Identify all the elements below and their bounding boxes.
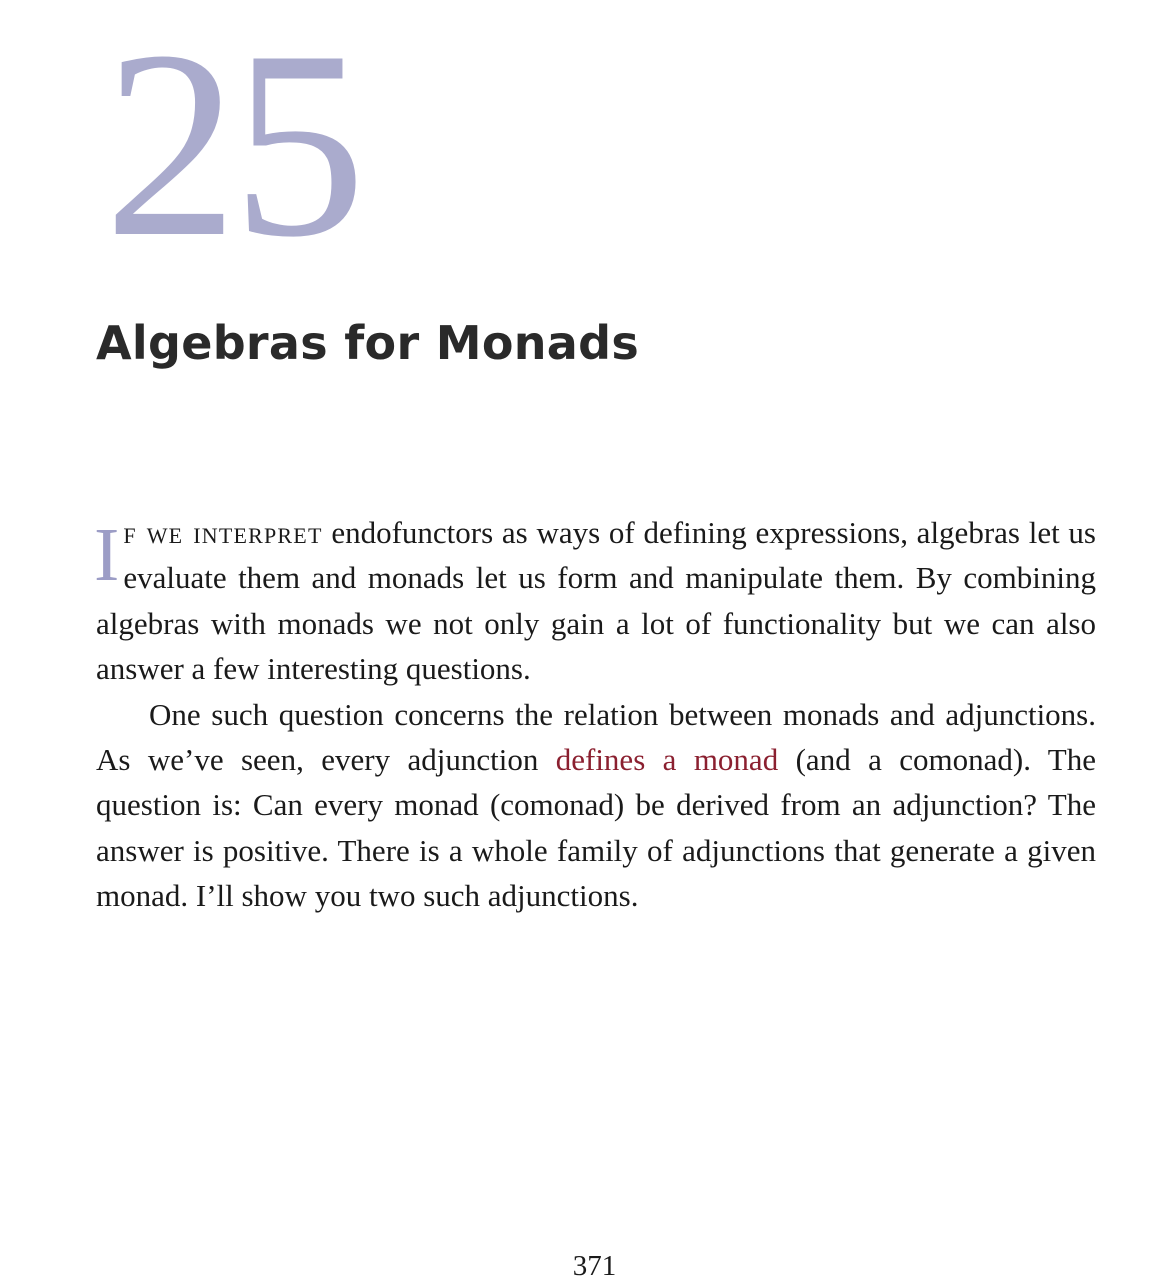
paragraph-2 (96, 692, 1096, 919)
paragraph-1 (96, 510, 1096, 692)
paragraph-2-before-link: One such question concerns the relation between monads and adjunctions. As we’ve seen, every adjunction (96, 696, 1096, 778)
smallcaps-lead: f we interpret (123, 515, 323, 550)
dropcap: I (94, 513, 120, 597)
chapter-title: Algebras for Monads (96, 316, 640, 370)
body-text (96, 510, 1096, 919)
paragraph-1-text: endofunctors as ways of defining expressions, algebras let us evaluate them and monads let us form and manipulate them. By combining algebras with monads we not only gain a lot of functionality but we can also answer a few interesting questions. (96, 515, 1096, 687)
page-number: 371 (572, 1250, 617, 1282)
defines-a-monad-link[interactable]: defines a monad (555, 742, 779, 778)
paragraph-2-after-link: (and a comonad). The question is: Can every monad (comonad) be derived from an adjunction? The answer is positive. There is a whole family of adjunctions that generate a given monad. I’ll show you two such adjunctions. (96, 742, 1096, 914)
chapter-number: 25 (104, 0, 360, 292)
